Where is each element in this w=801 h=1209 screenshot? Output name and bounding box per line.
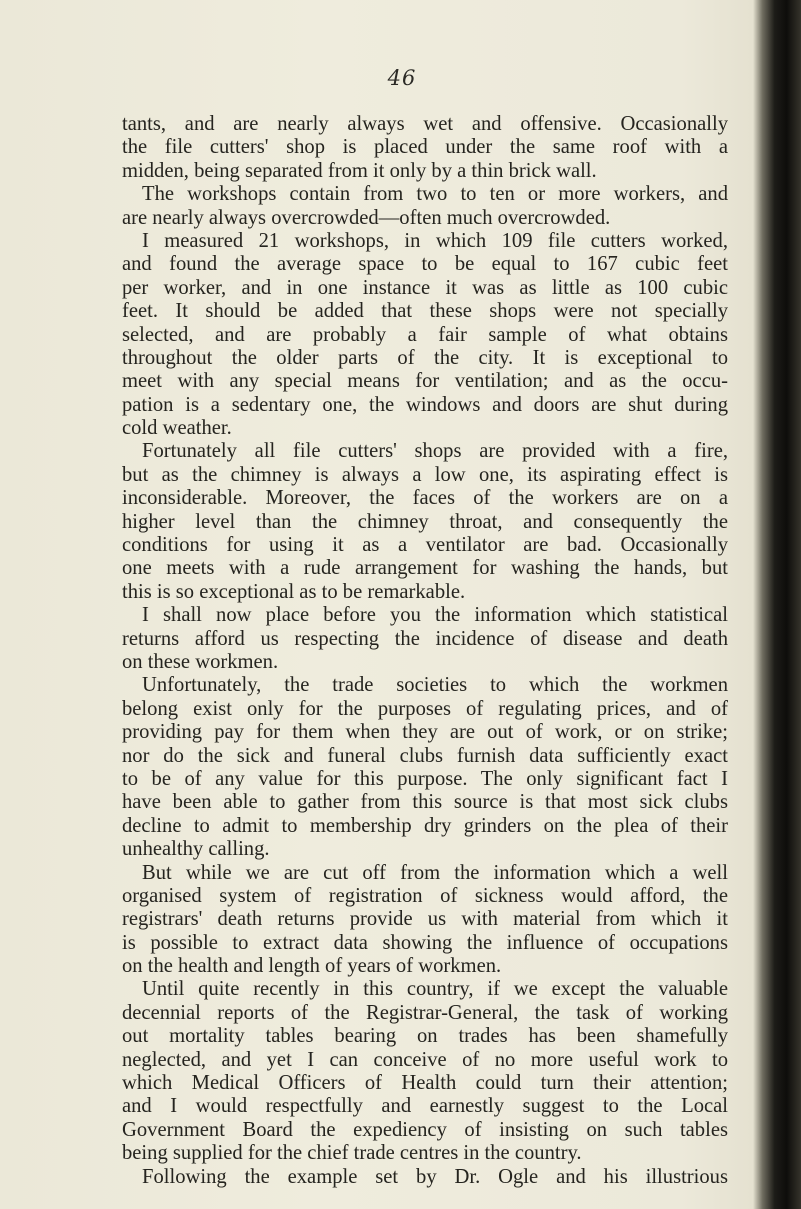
text-line: the file cutters' shop is placed under the same roof with a bbox=[122, 136, 728, 159]
text-line: tants, and are nearly always wet and offensive. Occasionally bbox=[122, 113, 728, 135]
text-line: cold weather. bbox=[122, 417, 232, 440]
text-line: returns afford us respecting the incidence of disease and death bbox=[122, 627, 728, 650]
text-line: and found the average space to be equal to 167 cubic feet bbox=[122, 253, 728, 276]
text-line: I measured 21 workshops, in which 109 file cutters worked, bbox=[142, 229, 728, 252]
text-line: on the health and length of years of workmen. bbox=[122, 955, 502, 978]
text-line: Following the example set by Dr. Ogle and his illustrious bbox=[142, 1165, 728, 1188]
text-line: providing pay for them when they are out of work, or on strike; bbox=[122, 721, 728, 744]
text-line: which Medical Officers of Health could turn their attention; bbox=[122, 1072, 728, 1095]
page-number: 46 bbox=[387, 66, 417, 90]
text-line: one meets with a rude arrangement for washing the hands, but bbox=[122, 557, 728, 580]
text-line: are nearly always overcrowded—often much overcrowded. bbox=[122, 206, 611, 229]
text-line: have been able to gather from this source is that most sick clubs bbox=[122, 791, 728, 814]
text-line: per worker, and in one instance it was as little as 100 cubic bbox=[122, 276, 728, 299]
book-spine-shadow bbox=[753, 0, 801, 1209]
text-line: belong exist only for the purposes of regulating prices, and of bbox=[122, 697, 728, 720]
text-line: but as the chimney is always a low one, its aspirating effect is bbox=[122, 463, 728, 486]
text-line: to be of any value for this purpose. The only significant fact I bbox=[122, 767, 728, 790]
text-line: feet. It should be added that these shops were not specially bbox=[122, 300, 728, 323]
text-line: midden, being separated from it only by a thin brick wall. bbox=[122, 159, 597, 182]
text-line: organised system of registration of sickness would afford, the bbox=[122, 884, 728, 907]
text-line: unhealthy calling. bbox=[122, 838, 270, 861]
text-line: is possible to extract data showing the influence of occupations bbox=[122, 931, 728, 954]
text-line: I shall now place before you the information which statistical bbox=[142, 604, 728, 627]
text-line: on these workmen. bbox=[122, 650, 279, 673]
text-line: meet with any special means for ventilation; and as the occu- bbox=[122, 370, 728, 393]
text-line: decennial reports of the Registrar-General, the task of working bbox=[122, 1001, 728, 1024]
text-line: registrars' death returns provide us with material from which it bbox=[122, 908, 728, 931]
body-text bbox=[122, 113, 728, 1189]
text-line: Fortunately all file cutters' shops are provided with a fire, bbox=[142, 440, 728, 463]
text-line: throughout the older parts of the city. It is exceptional to bbox=[122, 346, 728, 369]
text-line: Until quite recently in this country, if we except the valuable bbox=[142, 978, 728, 1001]
text-line: selected, and are probably a fair sample of what obtains bbox=[122, 323, 728, 346]
text-line: pation is a sedentary one, the windows and doors are shut during bbox=[122, 393, 728, 416]
text-line: being supplied for the chief trade centres in the country. bbox=[122, 1142, 582, 1165]
text-line: neglected, and yet I can conceive of no more useful work to bbox=[122, 1048, 728, 1071]
text-line: But while we are cut off from the information which a well bbox=[142, 861, 728, 884]
text-line: decline to admit to membership dry grinders on the plea of their bbox=[122, 814, 728, 837]
text-line: higher level than the chimney throat, and consequently the bbox=[122, 510, 728, 533]
text-line: nor do the sick and funeral clubs furnish data sufficiently exact bbox=[122, 744, 728, 767]
text-line: out mortality tables bearing on trades has been shamefully bbox=[122, 1025, 728, 1048]
text-line: this is so exceptional as to be remarkable. bbox=[122, 580, 466, 603]
text-line: The workshops contain from two to ten or more workers, and bbox=[142, 183, 728, 206]
text-line: Unfortunately, the trade societies to which the workmen bbox=[142, 674, 728, 697]
text-line: Government Board the expediency of insisting on such tables bbox=[122, 1118, 728, 1141]
text-line: inconsiderable. Moreover, the faces of the workers are on a bbox=[122, 487, 728, 510]
text-line: and I would respectfully and earnestly suggest to the Local bbox=[122, 1095, 728, 1118]
text-line: conditions for using it as a ventilator are bad. Occasionally bbox=[122, 534, 728, 557]
